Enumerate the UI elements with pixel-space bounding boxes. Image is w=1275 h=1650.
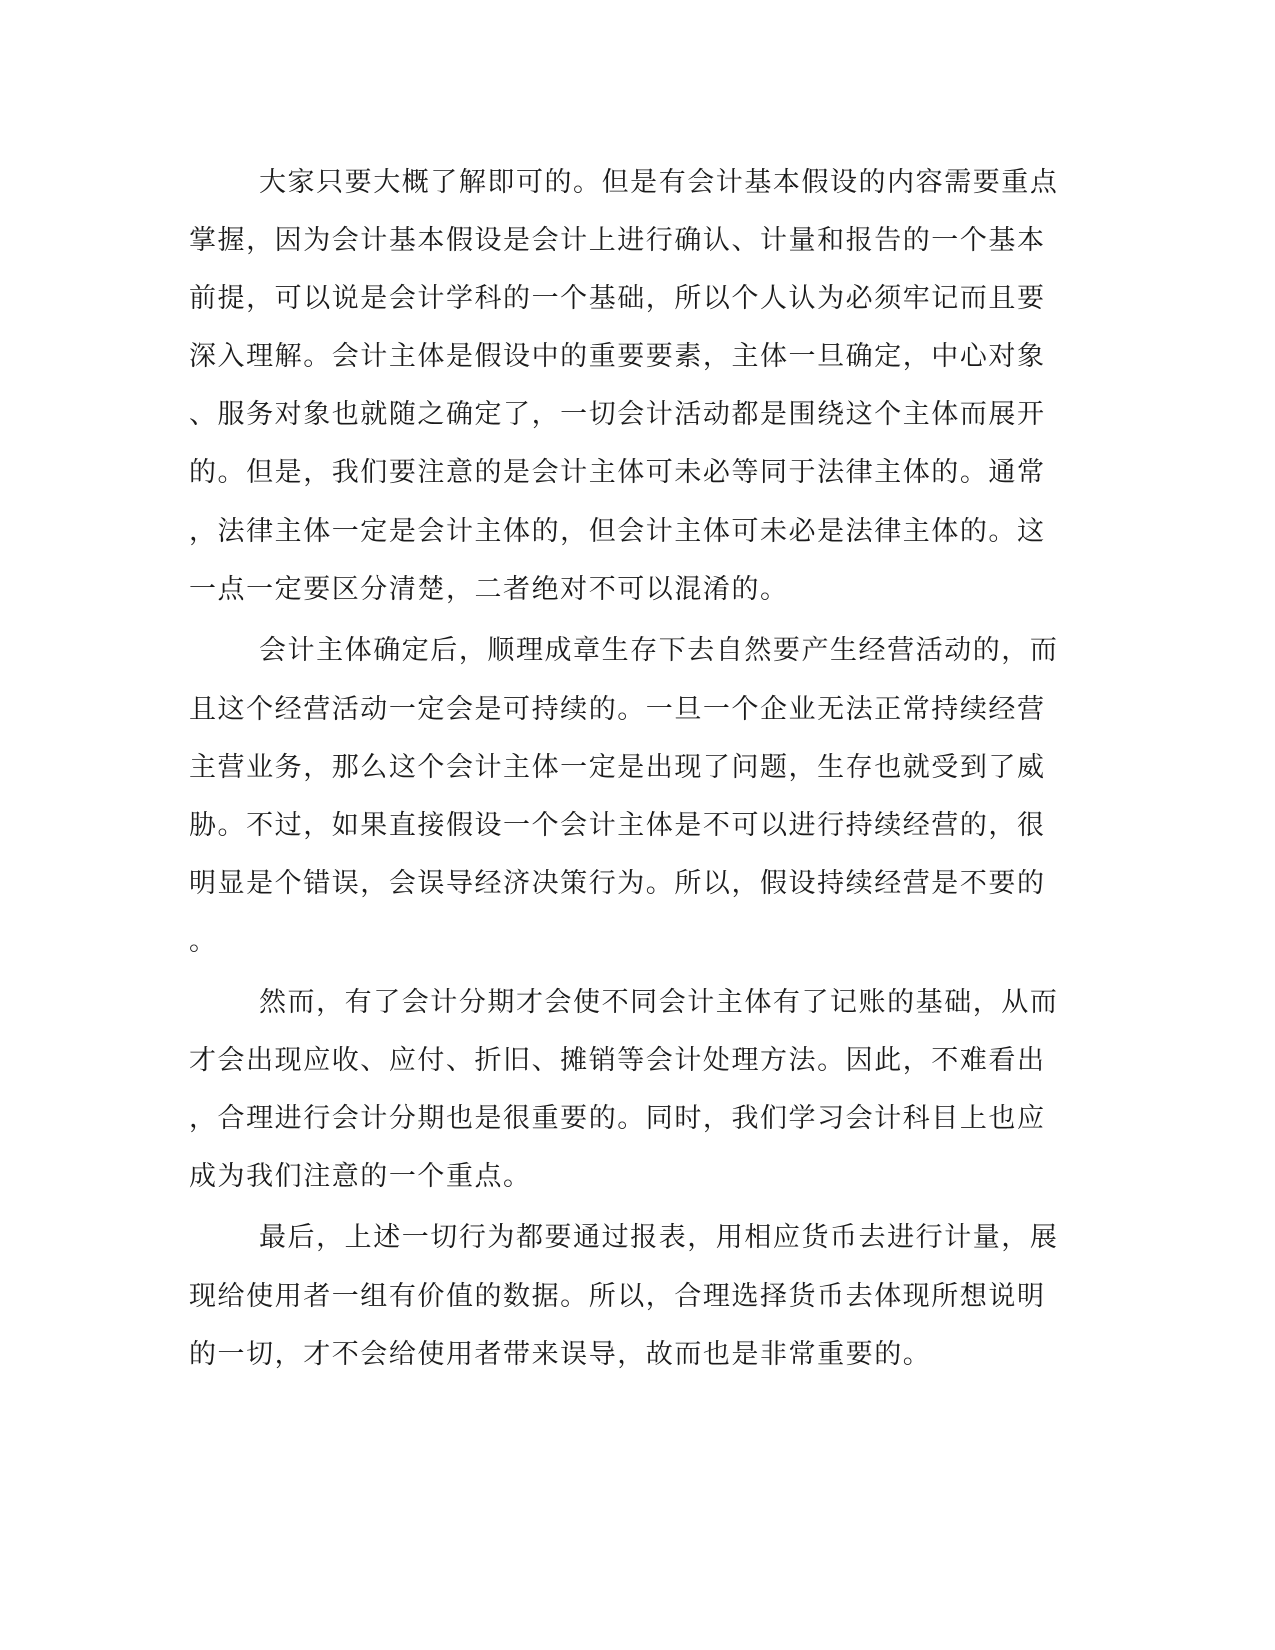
paragraph-2-line-1: 会计主体确定后，顺理成章生存下去自然要产生经营活动的，而 bbox=[259, 635, 1059, 666]
paragraph-1-line-8: 一点一定要区分清楚，二者绝对不可以混淆的。 bbox=[189, 574, 789, 605]
paragraph-2-line-6: 。 bbox=[189, 926, 218, 957]
paragraph-3-line-1: 然而，有了会计分期才会使不同会计主体有了记账的基础，从而 bbox=[259, 987, 1059, 1018]
paragraph-4-line-1: 最后，上述一切行为都要通过报表，用相应货币去进行计量，展 bbox=[259, 1222, 1059, 1253]
paragraph-3-line-3: ，合理进行会计分期也是很重要的。同时，我们学习会计科目上也应 bbox=[189, 1103, 1046, 1134]
paragraph-3-line-4: 成为我们注意的一个重点。 bbox=[189, 1161, 532, 1192]
paragraph-1-line-1: 大家只要大概了解即可的。但是有会计基本假设的内容需要重点 bbox=[259, 167, 1059, 198]
paragraph-1-line-3: 前提，可以说是会计学科的一个基础，所以个人认为必须牢记而且要 bbox=[189, 283, 1046, 314]
paragraph-2-line-5: 明显是个错误，会误导经济决策行为。所以，假设持续经营是不要的 bbox=[189, 868, 1046, 899]
paragraph-1-line-2: 掌握，因为会计基本假设是会计上进行确认、计量和报告的一个基本 bbox=[189, 225, 1046, 256]
paragraph-3-line-2: 才会出现应收、应付、折旧、摊销等会计处理方法。因此，不难看出 bbox=[189, 1045, 1046, 1076]
paragraph-2-line-3: 主营业务，那么这个会计主体一定是出现了问题，生存也就受到了威 bbox=[189, 752, 1046, 783]
paragraph-1-line-5: 、服务对象也就随之确定了，一切会计活动都是围绕这个主体而展开 bbox=[189, 399, 1046, 430]
paragraph-1-line-7: ，法律主体一定是会计主体的，但会计主体可未必是法律主体的。这 bbox=[189, 516, 1046, 547]
paragraph-4-line-2: 现给使用者一组有价值的数据。所以，合理选择货币去体现所想说明 bbox=[189, 1281, 1046, 1312]
paragraph-2-line-4: 胁。不过，如果直接假设一个会计主体是不可以进行持续经营的，很 bbox=[189, 810, 1046, 841]
paragraph-1-line-6: 的。但是，我们要注意的是会计主体可未必等同于法律主体的。通常 bbox=[189, 457, 1046, 488]
paragraph-2-line-2: 且这个经营活动一定会是可持续的。一旦一个企业无法正常持续经营 bbox=[189, 694, 1046, 725]
paragraph-4-line-3: 的一切，才不会给使用者带来误导，故而也是非常重要的。 bbox=[189, 1339, 932, 1370]
paragraph-1-line-4: 深入理解。会计主体是假设中的重要要素，主体一旦确定，中心对象 bbox=[189, 341, 1046, 372]
